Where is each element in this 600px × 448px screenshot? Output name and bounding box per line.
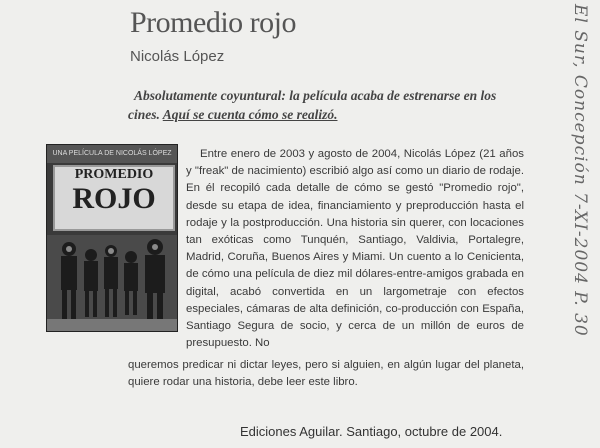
publication-credit: Ediciones Aguilar. Santiago, octubre de 2004.: [240, 424, 503, 439]
article-title: Promedio rojo: [130, 6, 296, 39]
cover-title-big: ROJO: [72, 182, 156, 215]
cover-title-small: PROMEDIO: [74, 167, 154, 182]
article-author: Nicolás López: [130, 48, 225, 65]
article-body-continuation: queremos predicar ni dictar leyes, pero si alguien, en algún lugar del planeta, quiere rodar una historia, debe leer este libro.: [128, 359, 524, 389]
cover-figures-illustration: [47, 235, 177, 331]
handwritten-source-note: El Sur, Concepción 7-XI-2004 P. 30: [570, 4, 590, 337]
cover-title: [53, 165, 175, 231]
cover-footer-band: [47, 319, 177, 331]
lead-underlined-text: Aquí se cuenta cómo se realizó.: [162, 107, 338, 122]
article-lead: [128, 86, 516, 124]
book-cover-image: [46, 144, 178, 332]
cover-top-text: UNA PELÍCULA DE NICOLÁS LÓPEZ: [47, 145, 177, 163]
lead-text: Absolutamente coyuntural: la película acaba de estrenarse en los cines.: [128, 88, 497, 122]
article-body: Entre enero de 2003 y agosto de 2004, Nicolás López (21 años y "freak" de nacimiento) escribió algo así como un diario de rodaje. En él recopiló cada detalle de cómo se gestó "Promedio rojo", desde su etapa de idea, financiamiento y preproducción hasta el rodaje y la postproducción. Una historia sin querer, con locaciones tan exóticas como Tunquén, Santiago, Valdivia, Portalegre, Madrid, Coruña, Buenos Aires y Miami. Un cuento a lo Cenicienta, de cómo una película de diez mil dólares-entre-amigos grabada en digital, acabó convertida en un largometraje con efectos especiales, cámaras de alta definición, co-producción con España, Santiago Segura de socio, y cerca de un millón de euros de presupuesto. No: [186, 148, 524, 350]
